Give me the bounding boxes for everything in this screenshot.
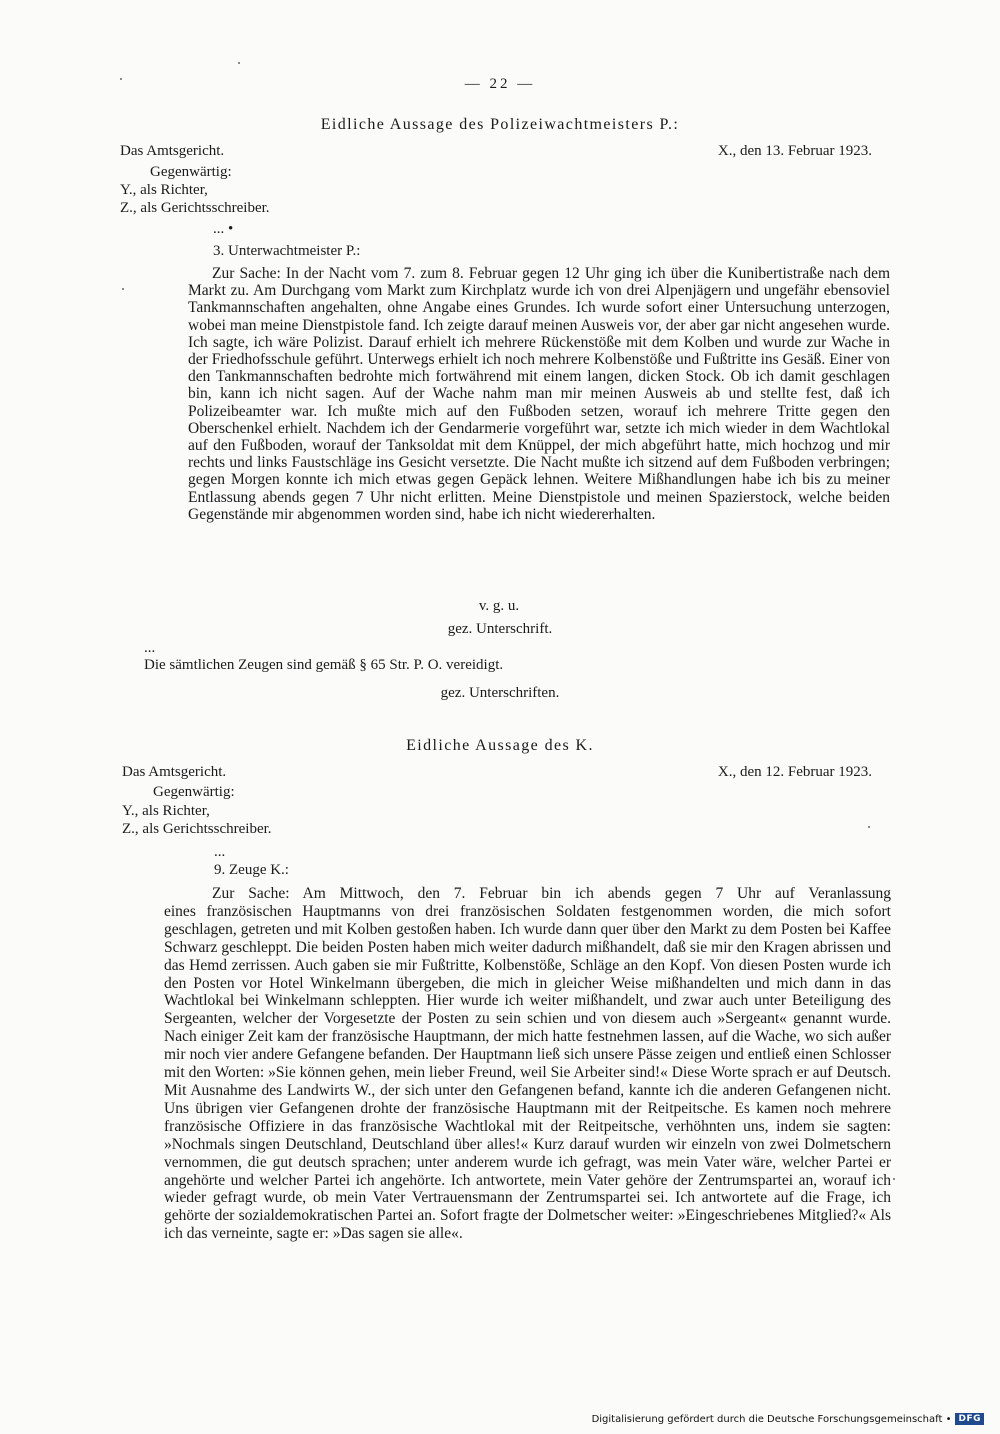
section1-ellipsis-2: ... [144, 640, 156, 656]
section1-clerk: Z., als Gerichtsschreiber. [120, 200, 270, 216]
section1-witness: 3. Unterwachtmeister P.: [213, 243, 361, 259]
scan-speck [120, 78, 122, 80]
section2-statement [164, 885, 891, 1243]
section2-court: Das Amtsgericht. [122, 764, 227, 780]
scan-speck [122, 288, 124, 290]
digitization-footer [592, 1413, 984, 1425]
section2-ellipsis: ... [214, 844, 226, 860]
section2-statement-first-line: Zur Sache: Am Mittwoch, den 7. Februar bin ich abends gegen 7 Uhr auf Veranlassung [212, 885, 891, 902]
section1-ellipsis: ... • [213, 221, 234, 237]
section1-vgu: v. g. u. [478, 598, 520, 614]
section1-oath-note: Die sämtlichen Zeugen sind gemäß § 65 Str. P. O. vereidigt. [144, 657, 504, 673]
section1-signature: gez. Unterschrift. [447, 621, 553, 637]
section2-present: Gegenwärtig: [153, 784, 235, 800]
scan-speck [868, 826, 870, 828]
section1-heading: Eidliche Aussage des Polizeiwachtmeisters P.: [320, 116, 680, 133]
section1-place-date: X., den 13. Februar 1923. [717, 143, 872, 159]
section1-judge: Y., als Richter, [120, 182, 208, 198]
section1-court: Das Amtsgericht. [120, 143, 225, 159]
dfg-logo: DFG [955, 1413, 984, 1425]
page-number: — 22 — [464, 76, 536, 92]
scan-speck [893, 1178, 895, 1180]
section2-witness: 9. Zeuge K.: [214, 862, 289, 878]
section2-clerk: Z., als Gerichtsschreiber. [122, 821, 272, 837]
section1-statement: Zur Sache: In der Nacht vom 7. zum 8. Februar gegen 12 Uhr ging ich über die Kunibertistraße nach dem Markt zu. Am Durchgang vom Markt zum Kirchplatz wurde ich von drei Alpenjägern und ungefähr ebensoviel Tankmannschaften angehalten, ohne Angabe eines Grundes. Ich wurde sofort einer Untersuchung unterzogen, wobei man meine Dienstpistole fand. Ich zeigte darauf meinen Ausweis vor, der aber gar nicht angesehen wurde. Ich sagte, ich wäre Polizist. Darauf erhielt ich mehrere Rückenstöße mit dem Kolben und wurde zur Wache in der Friedhofsschule geführt. Unterwegs erhielt ich noch mehrere Kolbenstöße und Fußtritte ins Gesäß. Einer von den Tankmannschaften bedrohte mich fortwährend mit einem langen, dicken Stock. Ob ich damit geschlagen bin, kann ich nicht sagen. Auf der Wache nahm man mir meinen Ausweis ab und stellte fest, daß ich Polizeibeamter war. Ich mußte mich auf den Fußboden setzen, worauf ich mehrere Tritte gegen den Oberschenkel erhielt. Nachdem ich der Gendarmerie vorgeführt war, setzte ich mich wieder in dem Wachtlokal auf den Fußboden, worauf der Tanksoldat mit dem Knüppel, der mich abgeführt hatte, mich hochzog und mir rechts und links Faustschläge ins Gesicht versetzte. Die Nacht mußte ich sitzend auf dem Fußboden verbringen; gegen Morgen konnte ich mich etwas gegen Gepäck lehnen. Weitere Mißhandlungen habe ich bis zu meiner Entlassung abends gegen 7 Uhr nicht erlitten. Meine Dienstpistole und meinen Spazierstock, welche beiden Gegenstände mir abgenommen worden sind, habe ich nicht wiedererhalten. [188, 265, 890, 523]
section2-place-date: X., den 12. Februar 1923. [717, 764, 872, 780]
footer-text: Digitalisierung gefördert durch die Deutsche Forschungsgemeinschaft • [591, 1413, 952, 1425]
section2-judge: Y., als Richter, [122, 803, 210, 819]
section2-statement-body: eines französischen Hauptmanns von drei französischen Soldaten festgenommen worden, die mich sofort geschlagen, getreten und mit Kolben gestoßen haben. Ich wurde dann quer über den Markt zu dem Posten bei Kaffee Schwarz geschleppt. Die beiden Posten haben mich weiter dadurch mißhandelt, daß sie mir den Kragen abrissen und das Hemd zerrissen. Auch gaben sie mir Fußtritte, Kolbenstöße, Schläge an den Kopf. Von diesen Posten wurde ich den Posten vor Hotel Winkelmann übergeben, die mich in gleicher Weise mißhandelten und mich dann in das Wachtlokal bei Winkelmann schleppten. Hier wurde ich weiter mißhandelt, und zwar auch unter Beteiligung des Sergeanten, welcher der Vorgesetzte der Posten zu sein schien und von diesem auch »Sergeant« genannt wurde. Nach einiger Zeit kam der französische Hauptmann, der mich hatte festnehmen lassen, auf die Wache, wo sich außer mir noch vier andere Gefangene befanden. Der Hauptmann ließ sich unsere Pässe zeigen und entließ einen Schlosser mit den Worten: »Sie können gehen, mein lieber Freund, weil Sie Arbeiter sind!« Diese Worte sprach er auf Deutsch. Mit Ausnahme des Landwirts W., der sich unter den Gefangenen befand, kannte ich die anderen Gefangenen nicht. Uns übrigen vier Gefangenen drohte der französische Hauptmann mit der Reitpeitsche. Es kamen noch mehrere französische Offiziere in das französische Wachtlokal mit der Reitpeitsche, verhöhnten uns, indem sie sagten: »Nochmals singen Deutschland, Deutschland über alles!« Kurz darauf wurden wir einzeln von zwei Dolmetschern vernommen, die gut deutsch sprachen; unter anderem wurde ich gefragt, was mein Vater wäre, welcher Partei er angehörte und welcher Partei ich angehörte. Ich antwortete, mein Vater gehöre der Zentrumspartei an, worauf ich wieder gefragt wurde, ob mein Vater Vertrauensmann der Zentrumspartei sei. Ich antwortete auf die Frage, ich gehörte der sozialdemokratischen Partei an. Sofort fragte der Dolmetscher weiter: »Eingeschriebenes Mitglied?« Als ich das verneinte, sagte er: »Das sagen sie alle«. [164, 902, 891, 1243]
section1-signatures: gez. Unterschriften. [440, 685, 560, 701]
section1-present: Gegenwärtig: [150, 164, 232, 180]
section2-heading: Eidliche Aussage des K. [406, 737, 594, 754]
scan-speck [238, 62, 240, 64]
